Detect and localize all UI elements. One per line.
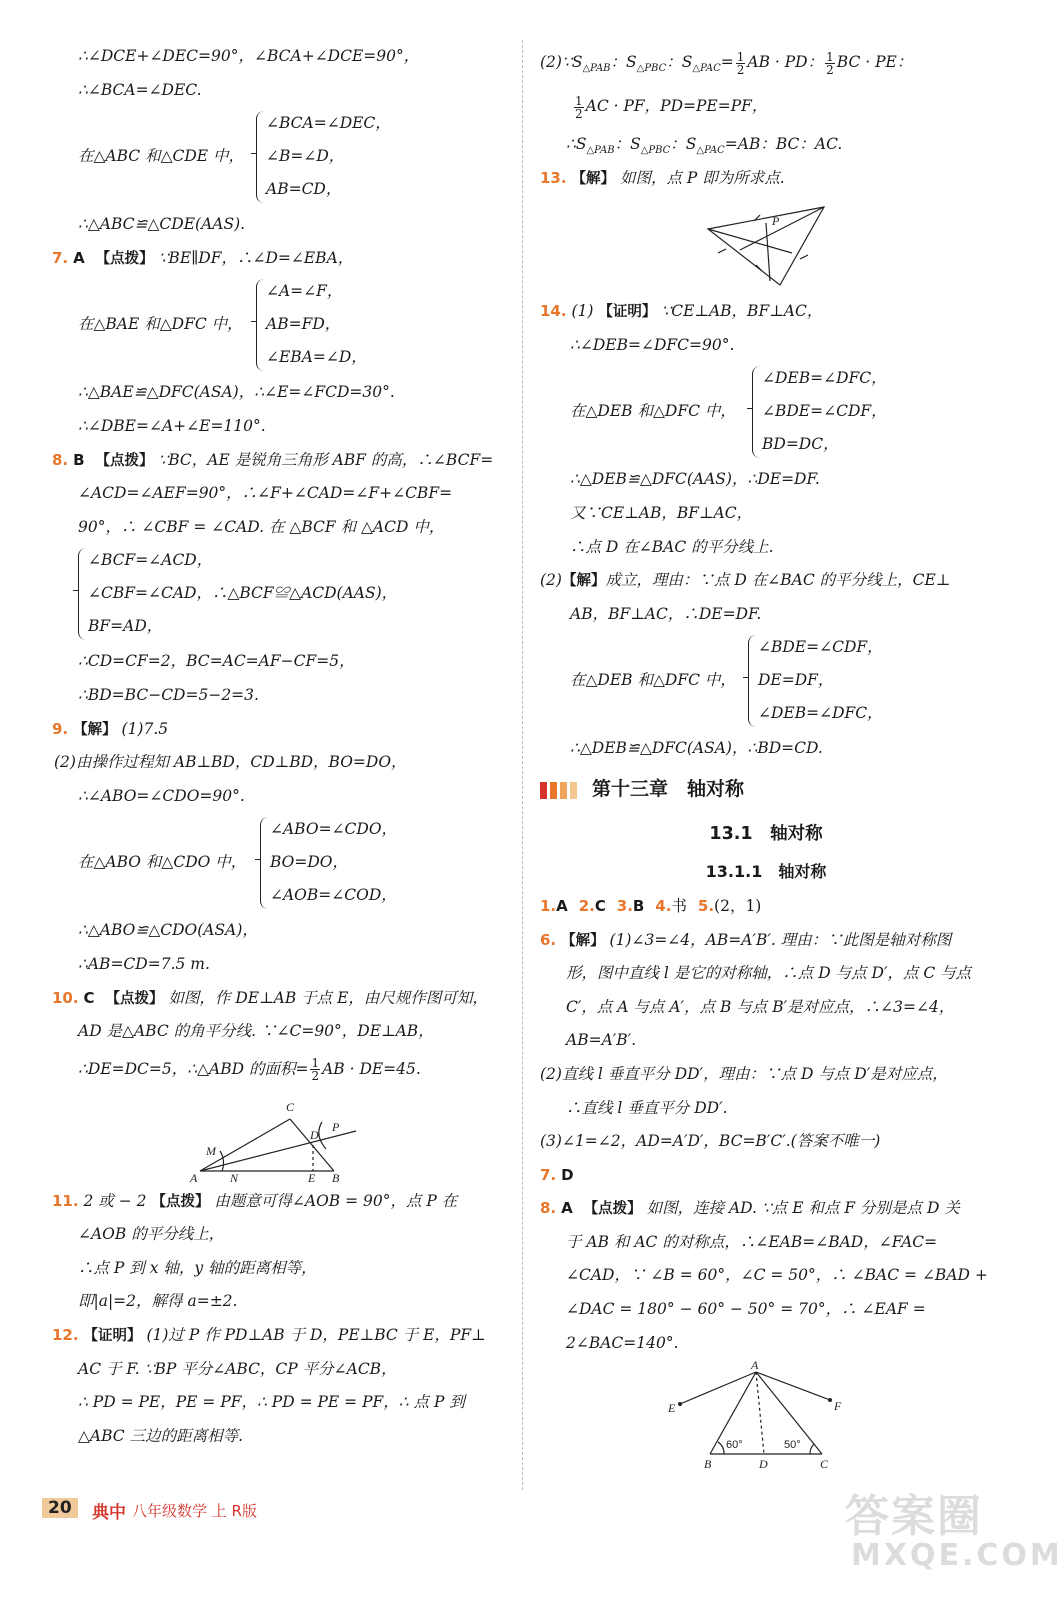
text-line: ∴△ABC≌△CDE(AAS). (78, 215, 246, 234)
question-text: (1)7.5 (121, 719, 169, 738)
text-line: ∴直线 l 垂直平分 DD′. (566, 1098, 728, 1117)
question-text: ∵BE∥DF，∴∠D=∠EBA， (158, 248, 354, 267)
chapter-heading (540, 768, 992, 814)
label-B: B (332, 1170, 340, 1185)
text-line: AC 于 F. ∵BP 平分∠ABC，CP 平分∠ACB， (78, 1359, 397, 1378)
question-10 (52, 982, 507, 1016)
hint-tag: 【点拨】 (105, 990, 164, 1007)
subscript: △PAC (696, 145, 725, 157)
question-number: 11. (52, 1191, 79, 1210)
equation-system (52, 107, 507, 208)
system-row: ∠EBA=∠D， (266, 348, 367, 367)
text-segment: AB · DE=45. (322, 1059, 421, 1078)
text-line: (2)由操作过程知 AB⊥BD，CD⊥BD，BO=DO， (54, 753, 407, 772)
equation-system (52, 813, 507, 914)
numerator: 1 (826, 49, 834, 64)
text-segment: ∴S (566, 135, 587, 153)
label-B: B (704, 1457, 712, 1472)
text-segment: =AB：BC：AC. (724, 135, 843, 153)
text-line: ∴∠BCA=∠DEC. (78, 80, 202, 99)
question-7 (52, 242, 507, 276)
question-13 (540, 162, 992, 196)
text-line: (2)直线 l 垂直平分 DD′，理由：∵点 D 与点 D′是对应点， (540, 1064, 948, 1083)
text-line: AB=A′B′. (566, 1031, 637, 1050)
text-segment: BC · PE： (836, 53, 913, 71)
answer-text: (2，1) (714, 896, 762, 915)
system-row: AB=CD， (266, 180, 342, 199)
answer-choice: B (632, 896, 645, 915)
brace (752, 366, 760, 458)
book-title: 八年级数学 上 R版 (132, 1502, 257, 1520)
text-line: 形，图中直线 l 是它的对称轴，∴点 D 与点 D′，点 C 与点 (566, 964, 972, 983)
question-7 (540, 1159, 992, 1193)
question-text: 如图，连接 AD. ∵点 E 和点 F 分别是点 D 关 (646, 1199, 960, 1218)
question-11 (52, 1185, 507, 1219)
proof-tag: 【证明】 (598, 304, 657, 321)
system-row: ∠AOB=∠COD， (270, 886, 397, 905)
system-row: ∠BDE=∠CDF， (758, 638, 883, 657)
question-number: 5. (697, 896, 715, 915)
answer-choice: C (594, 896, 606, 915)
answer-text: 2 或 − 2 (83, 1191, 147, 1210)
text-segment: ：S (666, 53, 693, 71)
denominator: 2 (311, 1069, 320, 1084)
system-row: ∠CBF=∠CAD，∴△BCF≌△ACD(AAS)， (88, 584, 398, 603)
text-line: ∠AOB 的平分线上， (78, 1225, 225, 1244)
text-line: (3)∠1=∠2，AD=A′D′，BC=B′C′.(答案不唯一) (540, 1132, 881, 1151)
equation-system (540, 631, 992, 732)
answer-choice: D (561, 1165, 574, 1184)
question-number: 7. (52, 248, 69, 267)
fraction (736, 51, 746, 76)
text-line: 又∵CE⊥AB，BF⊥AC， (570, 503, 753, 522)
figure-13 (540, 195, 992, 295)
label-F: F (834, 1399, 842, 1414)
numerator: 1 (311, 1056, 320, 1071)
hint-tag: 【点拨】 (95, 250, 154, 267)
text-line: ∴BD=BC−CD=5−2=3. (78, 685, 259, 704)
chapter-bars (540, 782, 580, 803)
question-number: 1. (540, 896, 557, 915)
question-number: 4. (655, 896, 672, 915)
question-text: ∵CE⊥AB，BF⊥AC， (661, 302, 823, 321)
label-E: E (308, 1170, 316, 1185)
text-segment: ∴DE=DC=5，∴△ABD 的面积= (78, 1059, 309, 1078)
system-row: DE=DF， (758, 671, 834, 690)
subscript: △PAB (582, 63, 611, 75)
numerator: 1 (575, 93, 583, 108)
text-line: 即|a|=2，解得 a=±2. (78, 1292, 238, 1311)
system-lead: 在△BAE 和△DFC 中， (78, 315, 243, 334)
left-column (52, 40, 507, 1453)
question-number: 14. (540, 302, 567, 321)
fraction (825, 51, 835, 76)
system-row: BD=DC， (762, 435, 839, 454)
brace (78, 548, 86, 640)
answer-text: 书 (671, 896, 687, 915)
numerator: 1 (736, 49, 745, 64)
proof-tag: 【证明】 (83, 1328, 142, 1345)
answer-choice: A (561, 1199, 573, 1218)
text-line: ∴AB=CD=7.5 m. (78, 954, 210, 973)
system-row: BO=DO， (270, 853, 349, 872)
text-line: ∴∠DBE=∠A+∠E=110°. (78, 416, 266, 435)
solution-tag: 【解】 (561, 573, 606, 590)
watermark-url: MXQE.COM (851, 1538, 1063, 1573)
watermark-text: 答案圈 (845, 1491, 983, 1542)
system-row: ∠DEB=∠DFC， (758, 704, 883, 723)
chapter-title: 第十三章 轴对称 (592, 777, 745, 800)
text-line: ∴CD=CF=2，BC=AC=AF−CF=5， (78, 652, 355, 671)
denominator: 2 (826, 62, 834, 77)
part-label: (1) (571, 302, 594, 321)
page-number: 20 (42, 1498, 78, 1518)
watermark (845, 1480, 1063, 1590)
text-line: ∴△DEB≌△DFC(AAS)，∴DE=DF. (570, 470, 820, 489)
denominator: 2 (736, 62, 745, 77)
system-lead: 在△ABC 和△CDE 中， (78, 147, 245, 166)
label-D: D (310, 1127, 319, 1142)
answer-choice: A (73, 248, 85, 267)
text-line: AD 是△ABC 的角平分线. ∵∠C=90°，DE⊥AB， (78, 1022, 434, 1041)
label-P: P (332, 1119, 340, 1134)
label-C: C (286, 1099, 295, 1114)
angle-label: 50° (784, 1439, 801, 1452)
label-D: D (759, 1457, 768, 1472)
hint-tag: 【点拨】 (151, 1193, 210, 1210)
question-8 (52, 444, 507, 478)
text-line: ∴点 D 在∠BAC 的平分线上. (570, 537, 774, 556)
solution-tag: 【解】 (571, 170, 616, 187)
system-row: ∠BDE=∠CDF， (762, 402, 887, 421)
label-A: A (190, 1170, 198, 1185)
question-text: (1)过 P 作 PD⊥AB 于 D，PE⊥BC 于 E，PF⊥ (146, 1326, 486, 1345)
question-number: 9. (52, 719, 69, 738)
triangle-figure (52, 1089, 507, 1185)
text-line: AB，BF⊥AC，∴DE=DF. (570, 604, 762, 623)
part-label: (2) (540, 571, 562, 590)
equation-system (540, 362, 992, 463)
label-M: M (206, 1143, 216, 1158)
question-number: 13. (540, 168, 567, 187)
subsection-title: 13.1.1 轴对称 (705, 861, 827, 881)
question-number: 8. (540, 1199, 557, 1218)
text-line (540, 40, 992, 84)
angle-label: 60° (726, 1439, 743, 1452)
question-text: ∵BC，AE 是锐角三角形 ABF 的高，∴∠BCF= (158, 450, 494, 469)
system-row: ∠A=∠F， (266, 282, 343, 301)
subscript: △PAB (586, 145, 615, 157)
question-6 (540, 924, 992, 958)
question-number: 10. (52, 988, 79, 1007)
question-text: 如图，点 P 即为所求点. (619, 168, 785, 187)
fraction (574, 95, 584, 120)
text-line (540, 84, 992, 128)
text-line: C′，点 A 与点 A′，点 B 与点 B′是对应点，∴∠3=∠4， (566, 997, 955, 1016)
answer-choice: A (556, 896, 568, 915)
text-line: 2∠BAC=140°. (566, 1333, 679, 1352)
subscript: △PAC (692, 63, 721, 75)
text-line: ∴∠DCE+∠DEC=90°，∠BCA+∠DCE=90°， (78, 47, 420, 65)
text-line (540, 128, 992, 162)
text-line: ∴∠ABO=∠CDO=90°. (78, 786, 245, 805)
text-line (540, 564, 992, 598)
text-line: ∴∠DEB=∠DFC=90°. (570, 335, 735, 354)
brand-logo: 典中 (92, 1503, 126, 1523)
system-row: ∠BCA=∠DEC， (266, 114, 391, 133)
triangle-figure (540, 1360, 992, 1470)
label-N: N (230, 1170, 239, 1185)
question-text: (1)∠3=∠4，AB=A′B′. 理由：∵此图是轴对称图 (609, 930, 952, 949)
system-row: BF=AD， (88, 617, 163, 636)
text-line: △ABC 三边的距离相等. (78, 1426, 244, 1445)
denominator: 2 (575, 106, 583, 121)
question-number: 8. (52, 450, 69, 469)
text-line: ∴△DEB≌△DFC(ASA)，∴BD=CD. (570, 739, 823, 758)
question-number: 2. (578, 896, 595, 915)
text-line: ∴点 P 到 x 轴，y 轴的距离相等， (78, 1258, 317, 1277)
text-line: ∠ACD=∠AEF=90°，∴∠F+∠CAD=∠F+∠CBF= (78, 484, 453, 503)
question-12 (52, 1319, 507, 1353)
answer-choice: C (83, 988, 95, 1007)
text-segment: ：S (670, 135, 697, 153)
system-lead: 在△ABO 和△CDO 中， (78, 853, 247, 872)
text-segment: AB · PD： (747, 53, 824, 71)
hint-tag: 【点拨】 (583, 1201, 642, 1218)
answer-choice: B (73, 450, 85, 469)
brace (748, 635, 756, 727)
brace (256, 279, 264, 371)
text-line: ∠DAC = 180° − 60° − 50° = 70°，∴ ∠EAF = (566, 1300, 926, 1319)
subscript: △PBC (636, 63, 667, 75)
label-P: P (772, 214, 780, 229)
system-lead: 在△DEB 和△DFC 中， (570, 671, 736, 690)
question-9 (52, 713, 507, 747)
text-segment: 成立，理由：∵点 D 在∠BAC 的平分线上，CE⊥ (605, 571, 951, 590)
question-text: 由题意可得∠AOB = 90°，点 P 在 (214, 1191, 458, 1210)
question-number: 7. (540, 1165, 557, 1184)
system-row: ∠ABO=∠CDO， (270, 820, 398, 839)
figure-8 (540, 1360, 992, 1470)
text-segment: AC · PF，PD=PE=PF， (585, 97, 768, 115)
text-line: ∠CAD，∵ ∠B = 60°，∠C = 50°，∴ ∠BAC = ∠BAD + (566, 1266, 988, 1285)
text-segment: ：S (610, 53, 637, 71)
text-segment: (2)∵S (540, 53, 583, 71)
right-column (540, 40, 992, 1470)
system-lead: 在△DEB 和△DFC 中， (570, 402, 736, 421)
question-8 (540, 1192, 992, 1226)
label-A: A (751, 1358, 759, 1373)
subscript: △PBC (640, 145, 671, 157)
text-segment: ：S (614, 135, 641, 153)
hint-tag: 【点拨】 (95, 452, 154, 469)
question-text: 如图，作 DE⊥AB 于点 E，由尺规作图可知， (168, 988, 488, 1007)
equation-system (52, 275, 507, 376)
text-line: 于 AB 和 AC 的对称点，∴∠EAB=∠BAD，∠FAC= (566, 1232, 938, 1251)
equation-system (52, 544, 507, 645)
figure-10 (52, 1089, 507, 1185)
solution-tag: 【解】 (73, 721, 117, 738)
label-E: E (668, 1401, 676, 1416)
question-number: 6. (540, 930, 557, 949)
text-segment: = (720, 53, 734, 71)
column-divider (522, 40, 523, 1490)
system-row: ∠BCF=∠ACD， (88, 551, 213, 570)
text-line: ∴△ABO≌△CDO(ASA)， (78, 921, 258, 940)
text-line (52, 1049, 507, 1089)
text-line: ∴△BAE≌△DFC(ASA)，∴∠E=∠FCD=30°. (78, 383, 395, 402)
system-row: ∠B=∠D， (266, 147, 345, 166)
question-number: 12. (52, 1326, 79, 1345)
multiple-choice-answers (540, 890, 992, 924)
solution-tag: 【解】 (561, 932, 605, 949)
text-line: 90°，∴ ∠CBF = ∠CAD. 在 △BCF 和 △ACD 中， (78, 517, 445, 536)
system-row: AB=FD， (266, 315, 341, 334)
text-line: ∴ PD = PE，PE = PF，∴ PD = PE = PF，∴ 点 P 到 (78, 1393, 465, 1412)
system-row: ∠DEB=∠DFC， (762, 369, 887, 388)
section-title: 13.1 轴对称 (709, 823, 823, 844)
brace (256, 111, 264, 203)
question-number: 3. (616, 896, 633, 915)
brace (260, 817, 268, 909)
fraction (310, 1057, 320, 1082)
triangle-figure (540, 195, 992, 295)
label-C: C (820, 1457, 829, 1472)
question-14 (540, 295, 992, 329)
